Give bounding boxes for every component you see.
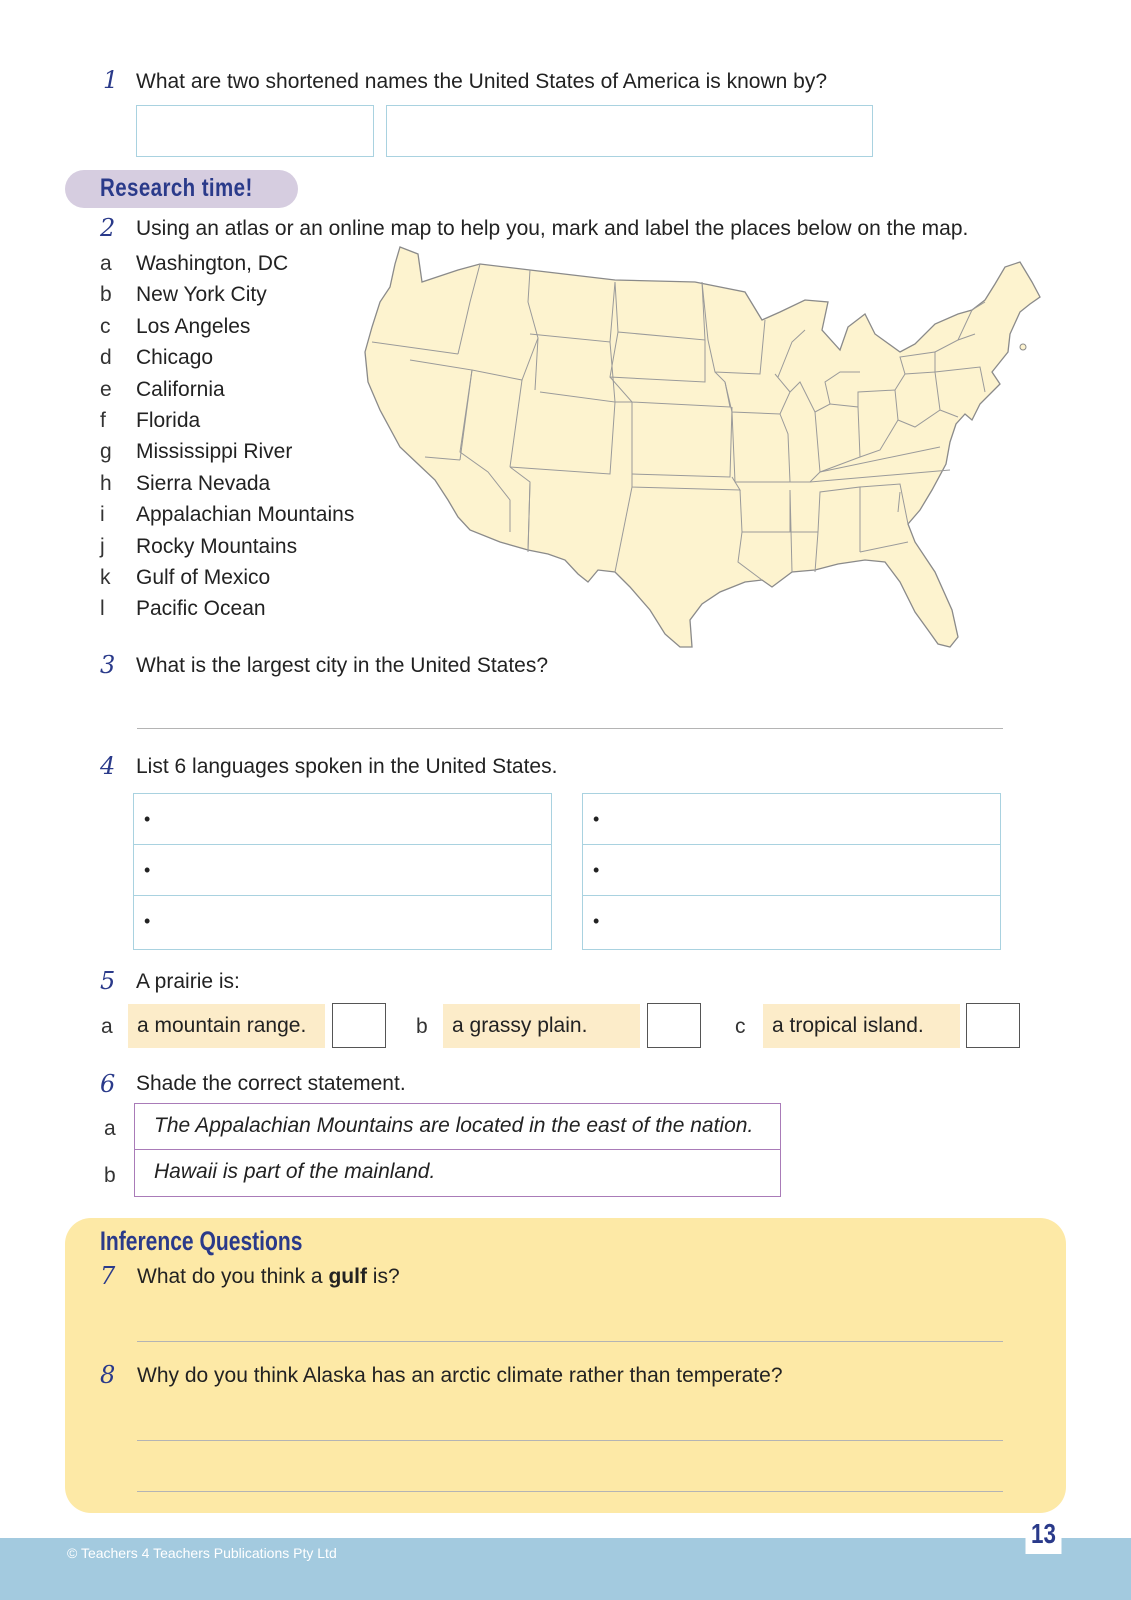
answer-line-q3[interactable]	[137, 728, 1003, 729]
list-item	[100, 315, 354, 346]
question-7-text-before: What do you think a	[137, 1265, 329, 1288]
question-5-number: 5	[100, 967, 116, 995]
option-a-text: a mountain range.	[128, 1004, 325, 1048]
research-time-banner	[65, 170, 298, 208]
list-item	[100, 503, 354, 534]
question-8-number: 8	[100, 1361, 116, 1389]
statement-a[interactable]: The Appalachian Mountains are located in the east of the nation.	[135, 1104, 780, 1150]
list-item	[100, 346, 354, 377]
place-name: Sierra Nevada	[136, 471, 271, 495]
option-b-letter: b	[416, 1015, 428, 1038]
language-entry[interactable]	[134, 896, 551, 947]
language-entry[interactable]	[134, 794, 551, 845]
option-c-letter: c	[735, 1015, 746, 1038]
place-name: Appalachian Mountains	[136, 503, 355, 527]
list-item	[100, 252, 354, 283]
place-letter: d	[100, 346, 112, 370]
list-item	[100, 566, 354, 597]
list-item	[100, 409, 354, 440]
language-entry[interactable]	[583, 794, 1000, 845]
question-4-text: List 6 languages spoken in the United States.	[136, 755, 558, 778]
answer-line-q8-1[interactable]	[137, 1440, 1003, 1441]
places-list	[100, 252, 354, 629]
question-6-text: Shade the correct statement.	[136, 1072, 406, 1095]
list-item	[100, 378, 354, 409]
place-name: Mississippi River	[136, 440, 293, 464]
option-c-checkbox[interactable]	[966, 1003, 1020, 1048]
place-letter: e	[100, 377, 112, 401]
language-entry[interactable]	[134, 845, 551, 896]
question-1-text: What are two shortened names the United States of America is known by?	[136, 70, 828, 93]
question-7-text	[137, 1265, 400, 1289]
place-letter: a	[100, 252, 112, 275]
languages-table-left	[133, 793, 552, 950]
question-7-text-after: is?	[366, 1265, 400, 1288]
bullet-point: •	[593, 860, 600, 880]
place-letter: i	[100, 503, 105, 527]
option-a-checkbox[interactable]	[332, 1003, 386, 1048]
place-name: Gulf of Mexico	[136, 565, 271, 589]
place-letter: g	[100, 440, 112, 464]
place-letter: c	[100, 314, 111, 338]
question-8-text: Why do you think Alaska has an arctic climate rather than temperate?	[137, 1364, 783, 1387]
list-item	[100, 535, 354, 566]
place-name: California	[136, 377, 225, 401]
place-name: Florida	[136, 408, 201, 432]
copyright-text: © Teachers 4 Teachers Publications Pty Ltd	[67, 1545, 337, 1561]
bullet-point: •	[593, 911, 600, 931]
bullet-point: •	[144, 911, 151, 931]
question-5-text: A prairie is:	[136, 970, 240, 993]
option-b-checkbox[interactable]	[647, 1003, 701, 1048]
option-b-text: a grassy plain.	[443, 1004, 640, 1048]
bullet-point: •	[144, 860, 151, 880]
bullet-point: •	[593, 809, 600, 829]
place-name: New York City	[136, 283, 267, 307]
language-entry[interactable]	[583, 896, 1000, 947]
statements-table	[134, 1103, 781, 1197]
list-item	[100, 597, 354, 628]
list-item	[100, 283, 354, 314]
answer-box-name-1[interactable]	[136, 105, 374, 157]
place-name: Chicago	[136, 346, 214, 370]
place-name: Washington, DC	[136, 252, 289, 275]
answer-line-q7[interactable]	[137, 1341, 1003, 1342]
question-1-number: 1	[103, 66, 119, 94]
question-2-number: 2	[100, 214, 116, 242]
statement-b-letter: b	[104, 1164, 116, 1187]
place-name: Los Angeles	[136, 314, 251, 338]
question-7-bold-word: gulf	[328, 1265, 367, 1288]
question-3-text: What is the largest city in the United States?	[136, 654, 549, 677]
languages-table-right	[582, 793, 1001, 950]
place-name: Rocky Mountains	[136, 534, 298, 558]
place-letter: f	[100, 408, 106, 432]
research-time-label: Research time!	[100, 174, 253, 202]
bullet-point: •	[144, 809, 151, 829]
place-letter: l	[100, 597, 105, 621]
usa-map[interactable]	[360, 242, 1070, 667]
place-letter: k	[100, 565, 111, 589]
option-a-letter: a	[101, 1015, 113, 1038]
place-letter: h	[100, 471, 112, 495]
language-entry[interactable]	[583, 845, 1000, 896]
question-7-number: 7	[100, 1262, 116, 1290]
place-name: Pacific Ocean	[136, 597, 266, 621]
option-c-text: a tropical island.	[763, 1004, 960, 1048]
answer-line-q8-2[interactable]	[137, 1491, 1003, 1492]
place-letter: j	[100, 534, 105, 558]
question-2-text: Using an atlas or an online map to help you, mark and label the places below on the map.	[136, 217, 969, 240]
answer-box-name-2[interactable]	[386, 105, 873, 157]
question-4-number: 4	[100, 752, 116, 780]
place-letter: b	[100, 283, 112, 307]
statement-a-letter: a	[104, 1117, 116, 1140]
list-item	[100, 440, 354, 471]
inference-questions-panel	[65, 1218, 1066, 1513]
statement-b[interactable]: Hawaii is part of the mainland.	[154, 1160, 436, 1183]
list-item	[100, 472, 354, 503]
inference-title: Inference Questions	[100, 1226, 303, 1256]
island-shape	[1020, 344, 1026, 350]
question-6-number: 6	[100, 1070, 116, 1098]
page-number: 13	[1026, 1518, 1062, 1554]
question-3-number: 3	[100, 651, 116, 679]
